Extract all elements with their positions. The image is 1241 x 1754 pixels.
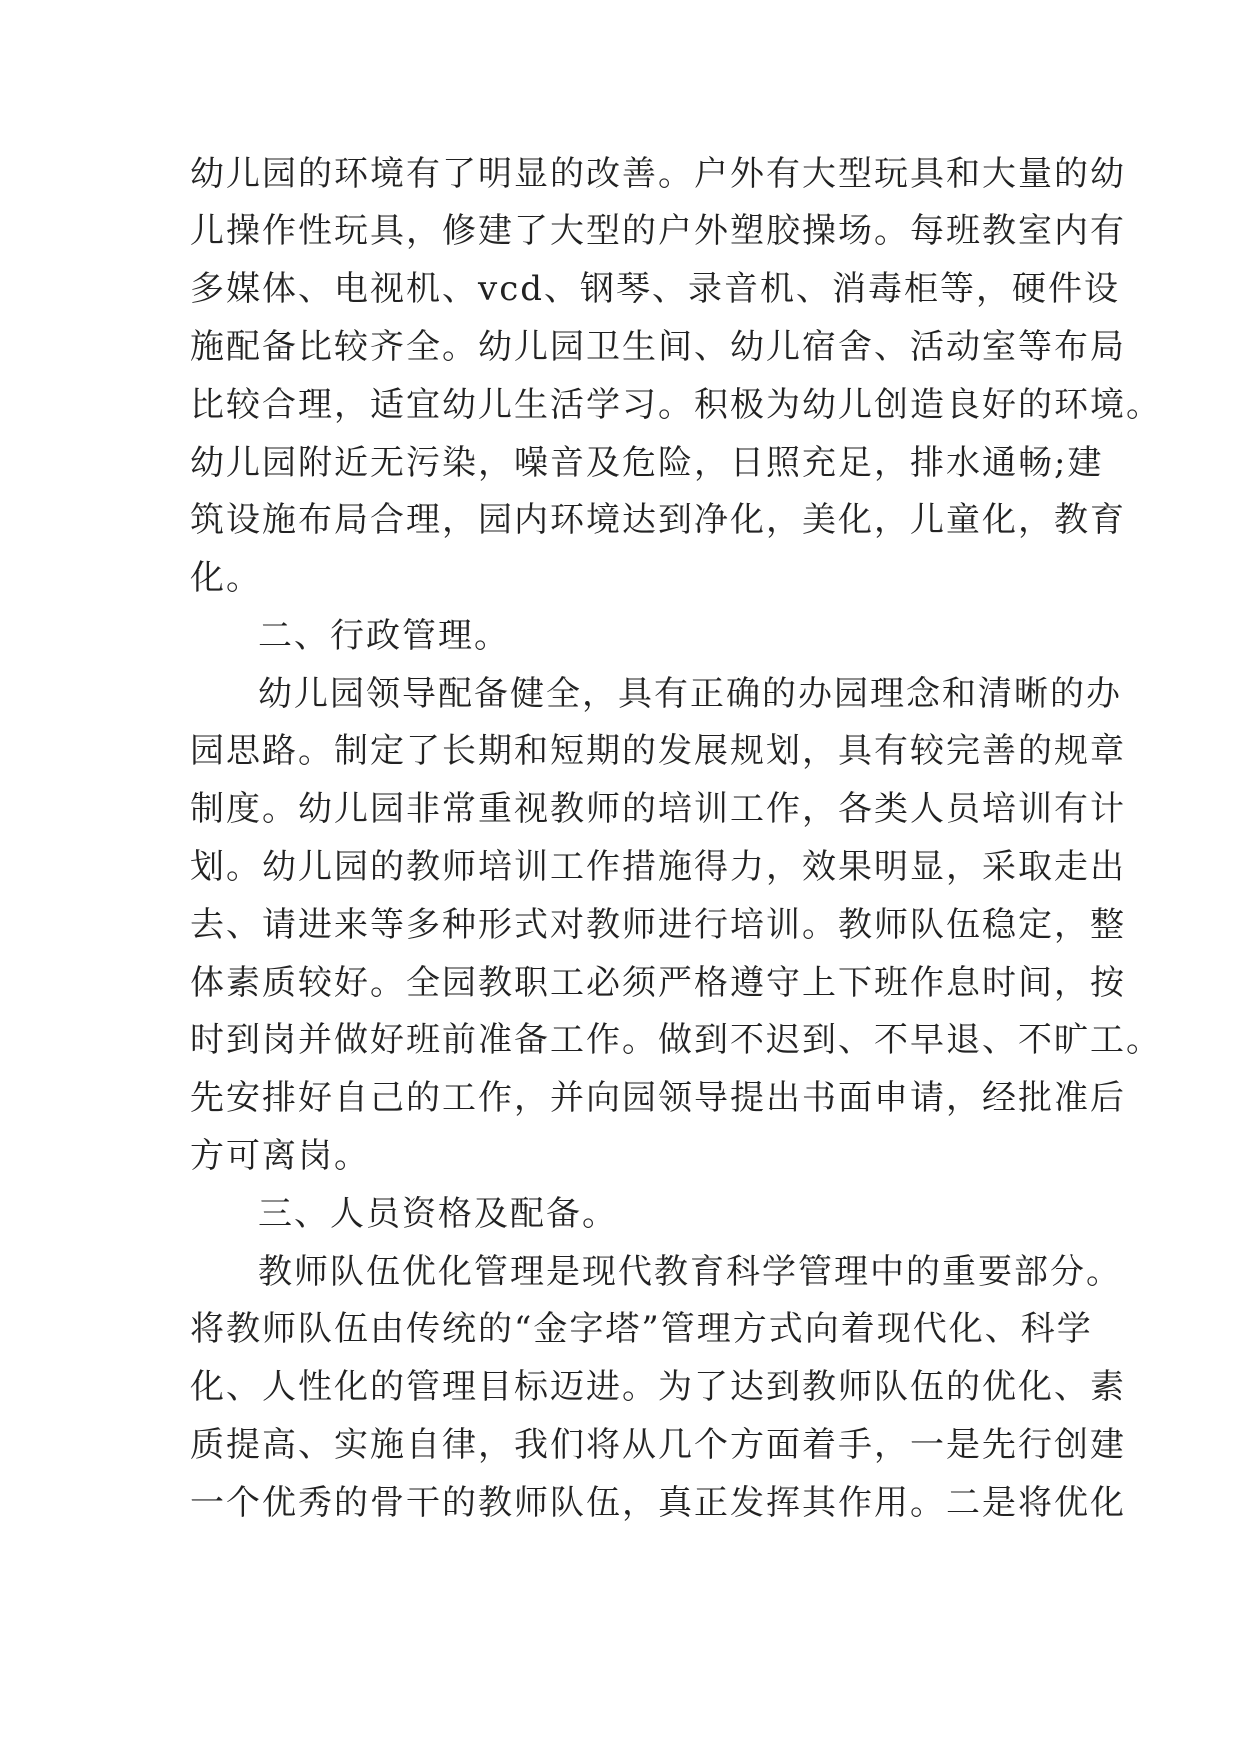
text-line: 幼儿园的环境有了明显的改善。户外有大型玩具和大量的幼 xyxy=(190,154,1126,194)
text-line: 一个优秀的骨干的教师队伍，真正发挥其作用。二是将优化 xyxy=(190,1483,1126,1523)
text-line: 多媒体、电视机、vcd、钢琴、录音机、消毒柜等，硬件设 xyxy=(190,269,1121,309)
section-heading: 二、行政管理。 xyxy=(258,616,510,656)
text-line: 质提高、实施自律，我们将从几个方面着手，一是先行创建 xyxy=(190,1425,1126,1465)
text-line: 方可离岗。 xyxy=(190,1136,370,1176)
text-line: 幼儿园附近无污染，噪音及危险，日照充足，排水通畅;建 xyxy=(190,443,1104,483)
text-line: 幼儿园领导配备健全，具有正确的办园理念和清晰的办 xyxy=(258,674,1122,714)
text-line: 划。幼儿园的教师培训工作措施得力，效果明显，采取走出 xyxy=(190,847,1126,887)
text-line: 儿操作性玩具，修建了大型的户外塑胶操场。每班教室内有 xyxy=(190,211,1126,251)
text-line: 园思路。制定了长期和短期的发展规划，具有较完善的规章 xyxy=(190,731,1126,771)
text-line: 先安排好自己的工作，并向园领导提出书面申请，经批准后 xyxy=(190,1078,1126,1118)
text-line: 筑设施布局合理，园内环境达到净化，美化，儿童化，教育 xyxy=(190,500,1126,540)
text-line: 制度。幼儿园非常重视教师的培训工作，各类人员培训有计 xyxy=(190,789,1126,829)
text-line: 化、人性化的管理目标迈进。为了达到教师队伍的优化、素 xyxy=(190,1367,1126,1407)
text-line: 化。 xyxy=(190,558,262,598)
text-line: 体素质较好。全园教职工必须严格遵守上下班作息时间，按 xyxy=(190,963,1126,1003)
text-line: 教师队伍优化管理是现代教育科学管理中的重要部分。 xyxy=(258,1252,1122,1292)
section-heading: 三、人员资格及配备。 xyxy=(258,1194,618,1234)
text-line: 比较合理，适宜幼儿生活学习。积极为幼儿创造良好的环境。 xyxy=(190,385,1162,425)
text-line: 施配备比较齐全。幼儿园卫生间、幼儿宿舍、活动室等布局 xyxy=(190,327,1126,367)
text-line: 将教师队伍由传统的“金字塔”管理方式向着现代化、科学 xyxy=(190,1309,1093,1349)
text-line: 去、请进来等多种形式对教师进行培训。教师队伍稳定，整 xyxy=(190,905,1126,945)
text-line: 时到岗并做好班前准备工作。做到不迟到、不早退、不旷工。 xyxy=(190,1020,1162,1060)
